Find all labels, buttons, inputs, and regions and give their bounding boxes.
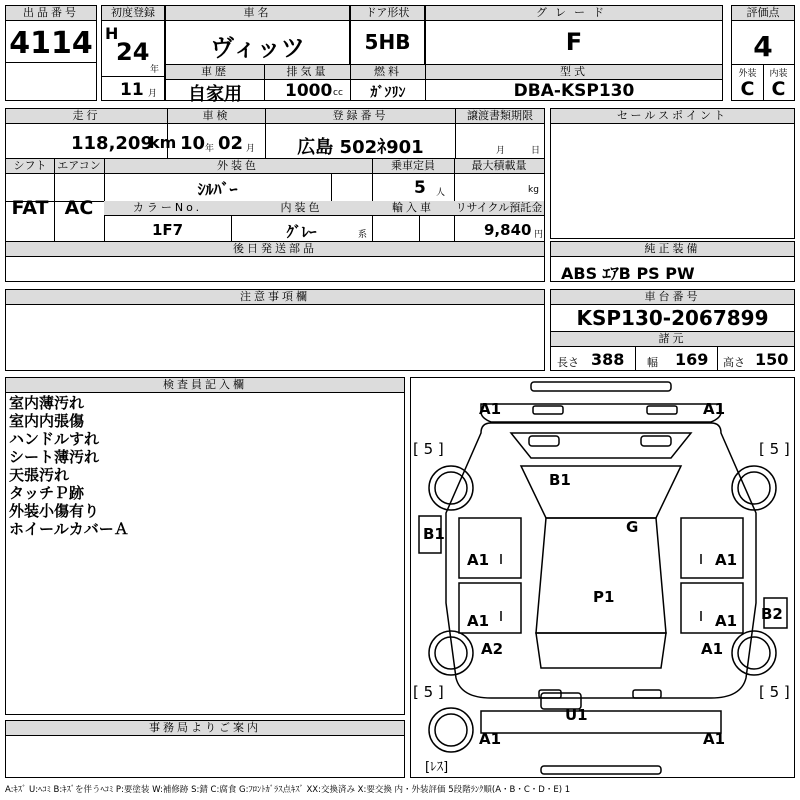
score-label: 評価点 — [732, 6, 794, 21]
car-name-value: ヴィッツ — [210, 34, 305, 62]
fuel-label: 燃料 — [351, 65, 425, 80]
plate-box — [265, 108, 456, 159]
mark-a2-rear-left: A2 — [481, 640, 504, 658]
ext-score-value: C — [740, 78, 755, 100]
sales-point-box — [550, 108, 795, 239]
tire-depth-rear-left: [ 5 ] — [413, 683, 444, 701]
length-value: 388 — [591, 350, 625, 369]
import-label: 輸入車 — [372, 201, 454, 216]
first-reg-year-unit: 年 — [150, 65, 160, 75]
fuel-value: ｶﾞｿﾘﾝ — [370, 85, 406, 101]
aircon-label: エアコン — [54, 159, 104, 174]
note-item: 外装小傷有り — [9, 502, 100, 520]
recycle-label: リサイクル預託金 — [455, 201, 543, 214]
model-value: DBA-KSP130 — [513, 81, 635, 101]
legend-text: A:ｷｽﾞ U:ﾍｺﾐ B:ｷｽﾞを伴うﾍｺﾐ P:要塗装 W:補修跡 S:錆 C:腐食 G:ﾌﾛﾝﾄｶﾞﾗｽ点ｷｽﾞ XX:交換済み X:要交換 内・外装評価 5段階ﾗﾝｸ順(A・B・C・D・E) 1 — [5, 785, 571, 795]
lot-label: 出品番号 — [6, 6, 96, 21]
height-value: 150 — [755, 350, 789, 369]
capacity-value: 5 — [414, 178, 426, 198]
grade-value: F — [565, 28, 583, 56]
first-reg-era: H — [105, 24, 119, 43]
history-value: 自家用 — [188, 84, 242, 105]
car-name-box — [165, 5, 350, 65]
equipment-label: 純正装備 — [551, 242, 794, 257]
ext-color-value: ｼﾙﾊﾞｰ — [197, 180, 238, 199]
displacement-box — [264, 64, 351, 101]
sales-point-label: セールスポイント — [551, 109, 794, 124]
first-reg-year: 24 — [116, 38, 150, 66]
mark-b1-windshield: B1 — [549, 471, 571, 489]
lot-box — [5, 5, 97, 101]
transfer-day-unit: 日 — [531, 146, 541, 156]
office-box — [5, 720, 405, 778]
ext-score-label: 外装 — [738, 69, 757, 79]
inspection-month: 02 — [218, 133, 244, 154]
height-label: 高さ — [723, 356, 745, 369]
displacement-unit: cc — [333, 88, 343, 98]
int-color-unit: 系 — [358, 230, 368, 240]
mark-a1-mid-left: A1 — [467, 551, 490, 569]
aircon-value: AC — [64, 197, 94, 219]
car-name-label: 車名 — [166, 6, 349, 21]
chassis-box — [550, 289, 795, 371]
mark-a1-bottom-left: A1 — [479, 730, 502, 748]
note-item: ハンドルすれ — [9, 430, 100, 448]
width-value: 169 — [675, 350, 709, 369]
max-load-label: 最大積載量 — [454, 159, 544, 174]
caution-label: 注意事項欄 — [6, 290, 544, 305]
grade-box — [425, 5, 723, 65]
later-parts-box — [5, 241, 545, 282]
car-outline-svg — [411, 378, 794, 777]
grade-label: グレード — [426, 6, 722, 21]
caution-box — [5, 289, 545, 371]
tire-depth-front-left: [ 5 ] — [413, 440, 444, 458]
specs-label: 諸元 — [551, 331, 794, 347]
shift-value: FAT — [11, 197, 49, 219]
mark-a1-rear-right: A1 — [701, 640, 724, 658]
chassis-label: 車台番号 — [551, 290, 794, 305]
recycle-value: 9,840 — [484, 221, 532, 239]
equipment-box — [550, 241, 795, 282]
mark-a1-front-right: A1 — [703, 400, 726, 418]
model-box — [425, 64, 723, 101]
inspection-box — [167, 108, 266, 159]
tire-depth-front-right: [ 5 ] — [759, 440, 790, 458]
inspector-notes — [9, 394, 129, 538]
transfer-box — [455, 108, 545, 159]
displacement-value: 1000 — [285, 81, 333, 101]
fuel-box — [350, 64, 426, 101]
score-value: 4 — [753, 30, 773, 63]
int-score-label: 内装 — [769, 69, 788, 79]
mark-a1-lower-right: A1 — [715, 612, 738, 630]
plate-label: 登録番号 — [266, 109, 455, 124]
first-reg-month-unit: 月 — [148, 89, 158, 99]
model-label: 型式 — [426, 65, 722, 80]
mark-b1-side: B1 — [423, 525, 445, 543]
first-reg-label: 初度登録 — [102, 6, 164, 21]
damage-diagram — [410, 377, 795, 778]
transfer-label: 譲渡書類期限 — [456, 109, 544, 124]
mark-u1-rear: U1 — [565, 706, 588, 724]
mileage-box — [5, 108, 177, 159]
inspection-year: 10 — [180, 133, 206, 154]
color-no-value: 1F7 — [151, 221, 184, 239]
first-reg-box — [101, 5, 165, 101]
history-box — [165, 64, 265, 105]
capacity-unit: 人 — [436, 188, 446, 198]
note-item: 天張汚れ — [9, 466, 70, 484]
displacement-label: 排気量 — [265, 65, 350, 80]
mileage-value: 118,209 — [71, 133, 153, 154]
inspection-month-unit: 月 — [246, 144, 256, 154]
note-item: 室内内張傷 — [9, 412, 85, 430]
later-parts-label: 後日発送部品 — [6, 242, 544, 257]
lot-number: 4114 — [9, 26, 93, 61]
vehicle-detail-box — [5, 158, 545, 242]
tire-depth-rear-right: [ 5 ] — [759, 683, 790, 701]
transfer-month-unit: 月 — [496, 146, 506, 156]
note-item: 室内薄汚れ — [9, 394, 85, 412]
mileage-label: 走行 — [6, 109, 167, 124]
plate-value: 広島 502ﾈ901 — [297, 137, 424, 158]
int-color-value: ｸﾞﾚｰ — [286, 223, 317, 241]
note-item: ホイールカバーＡ — [9, 520, 129, 538]
score-box — [731, 5, 795, 101]
mark-p1-roof: P1 — [593, 588, 615, 606]
mark-a1-front-left: A1 — [479, 400, 502, 418]
color-no-label: カラーNo. — [104, 201, 231, 216]
door-value: 5HB — [364, 30, 411, 54]
int-score-value: C — [771, 78, 786, 100]
inspector-box — [5, 377, 405, 715]
shift-label: シフト — [6, 159, 54, 174]
ext-color-label: 外装色 — [104, 159, 372, 174]
capacity-label: 乗車定員 — [372, 159, 454, 174]
spare-tire-label: [ﾚｽ] — [425, 760, 449, 775]
note-item: シート薄汚れ — [9, 448, 100, 466]
equipment-value: ABS ｴｱB PS PW — [561, 264, 695, 283]
mark-a1-lower-left: A1 — [467, 612, 490, 630]
inspection-label: 車検 — [168, 109, 265, 124]
first-reg-month: 11 — [120, 80, 144, 100]
note-item: タッチＰ跡 — [9, 484, 85, 502]
door-label: ドア形状 — [351, 6, 424, 21]
mark-a1-mid-right: A1 — [715, 551, 738, 569]
chassis-value: KSP130-2067899 — [576, 306, 769, 330]
length-label: 長さ — [557, 356, 579, 369]
door-box — [350, 5, 425, 65]
recycle-unit: 円 — [534, 230, 544, 240]
width-label: 幅 — [647, 356, 658, 369]
inspection-year-unit: 年 — [205, 144, 215, 154]
max-load-unit: kg — [528, 185, 539, 195]
int-color-label: 内装色 — [231, 201, 372, 216]
mileage-unit: km — [149, 133, 177, 152]
mark-b2-right: B2 — [761, 605, 783, 623]
office-label: 事務局よりご案内 — [6, 721, 404, 736]
inspector-label: 検査員記入欄 — [6, 378, 404, 393]
history-label: 車歴 — [166, 65, 264, 80]
mark-a1-bottom-right: A1 — [703, 730, 726, 748]
mark-g-glass: G — [626, 518, 639, 536]
